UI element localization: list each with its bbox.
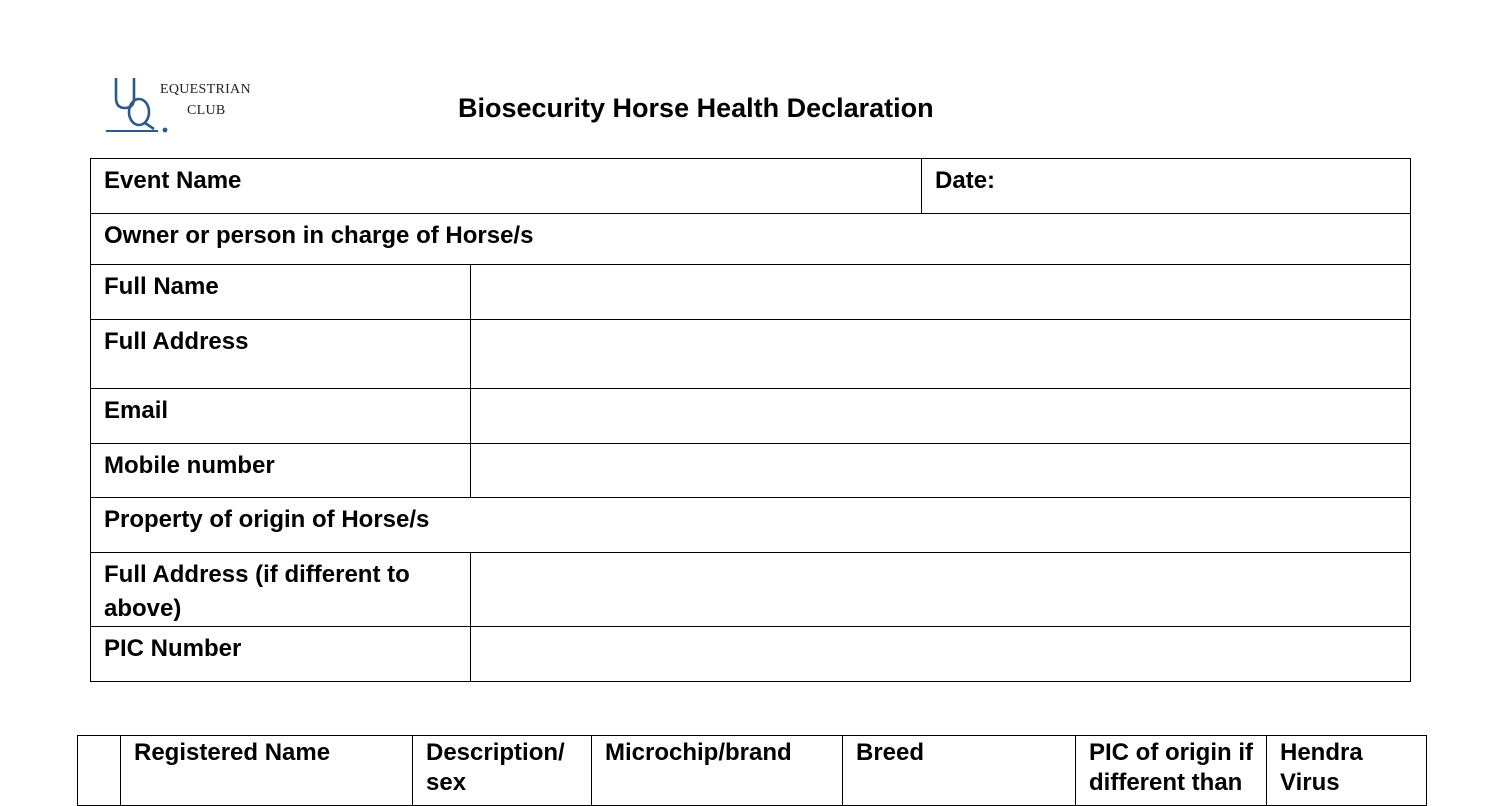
horse-number-header <box>78 736 121 806</box>
description-sex-header: Description/sex <box>413 736 592 806</box>
microchip-brand-header: Microchip/brand <box>592 736 843 806</box>
hendra-virus-header: Hendra Virus <box>1267 736 1427 806</box>
full-address-field[interactable] <box>471 320 1411 389</box>
date-label: Date: <box>935 167 996 194</box>
uq-equestrian-logo <box>104 74 264 136</box>
owner-section-heading: Owner or person in charge of Horse/s <box>91 214 1411 265</box>
full-name-label: Full Name <box>91 265 471 320</box>
pic-origin-header: PIC of origin if different than <box>1076 736 1267 806</box>
email-field[interactable] <box>471 389 1411 444</box>
logo-text-club: CLUB <box>187 103 226 118</box>
registered-name-header: Registered Name <box>121 736 413 806</box>
mobile-field[interactable] <box>471 444 1411 498</box>
event-name-cell[interactable] <box>91 159 922 214</box>
page-title: Biosecurity Horse Health Declaration <box>458 93 934 123</box>
pic-number-field[interactable] <box>471 627 1411 682</box>
full-address-label: Full Address <box>91 320 471 389</box>
horse-details-table <box>77 735 1427 806</box>
full-name-field[interactable] <box>471 265 1411 320</box>
owner-details-table <box>90 158 1411 682</box>
property-section-heading: Property of origin of Horse/s <box>91 498 1411 553</box>
event-name-label: Event Name <box>104 167 242 194</box>
date-cell[interactable] <box>922 159 1411 214</box>
pic-number-label: PIC Number <box>91 627 471 682</box>
full-address-diff-field[interactable] <box>471 553 1411 627</box>
breed-header: Breed <box>843 736 1076 806</box>
full-address-diff-label: Full Address (if different to above) <box>91 553 471 627</box>
email-label: Email <box>91 389 471 444</box>
logo-text-equestrian: EQUESTRIAN <box>160 82 251 97</box>
mobile-label: Mobile number <box>91 444 471 498</box>
